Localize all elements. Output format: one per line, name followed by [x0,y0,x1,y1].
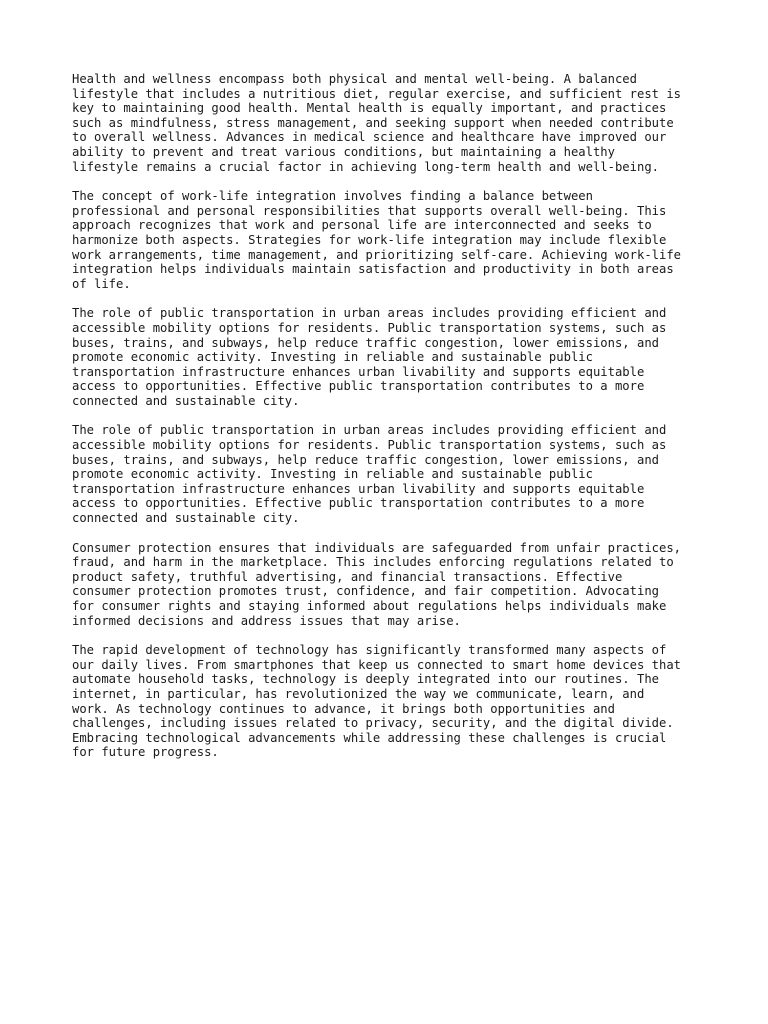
paragraph-technology: The rapid development of technology has significantly transformed many aspects of our daily lives. From smartphones that keep us connected to smart home devices that automate household tasks, technology is deeply integrated into our routines. The internet, in particular, has revolutionized the way we communicate, learn, and work. As technology continues to advance, it brings both opportunities and challenges, including issues related to privacy, security, and the digital divide. Embracing technological advancements while addressing these challenges is crucial for future progress. [72,643,682,760]
paragraph-consumer-protection: Consumer protection ensures that individuals are safeguarded from unfair practices, fraud, and harm in the marketplace. This includes enforcing regulations related to product safety, truthful advertising, and financial transactions. Effective consumer protection promotes trust, confidence, and fair competition. Advocating for consumer rights and staying informed about regulations helps individuals make informed decisions and address issues that may arise. [72,540,682,628]
document-body [72,72,712,775]
paragraph-public-transportation: The role of public transportation in urban areas includes providing efficient and accessible mobility options for residents. Public transportation systems, such as buses, trains, and subways, help reduce traffic congestion, lower emissions, and promote economic activity. Investing in reliable and sustainable public transportation infrastructure enhances urban livability and supports equitable access to opportunities. Effective public transportation contributes to a more connected and sustainable city. [72,306,667,408]
paragraph-health-wellness: Health and wellness encompass both physical and mental well-being. A balanced lifestyle that includes a nutritious diet, regular exercise, and sufficient rest is key to maintaining good health. Mental health is equally important, and practices such as mindfulness, stress management, and seeking support when needed contribute to overall wellness. Advances in medical science and healthcare have improved our ability to prevent and treat various conditions, but maintaining a healthy lifestyle remains a crucial factor in achieving long-term health and well-being. [72,72,682,174]
paragraph-work-life-integration: The concept of work-life integration involves finding a balance between professional and personal responsibilities that supports overall well-being. This approach recognizes that work and personal life are interconnected and seeks to harmonize both aspects. Strategies for work-life integration may include flexible work arrangements, time management, and prioritizing self-care. Achieving work-life integration helps individuals maintain satisfaction and productivity in both areas of life. [72,189,682,291]
paragraph-public-transportation-repeat: The role of public transportation in urban areas includes providing efficient and accessible mobility options for residents. Public transportation systems, such as buses, trains, and subways, help reduce traffic congestion, lower emissions, and promote economic activity. Investing in reliable and sustainable public transportation infrastructure enhances urban livability and supports equitable access to opportunities. Effective public transportation contributes to a more connected and sustainable city. [72,423,667,526]
